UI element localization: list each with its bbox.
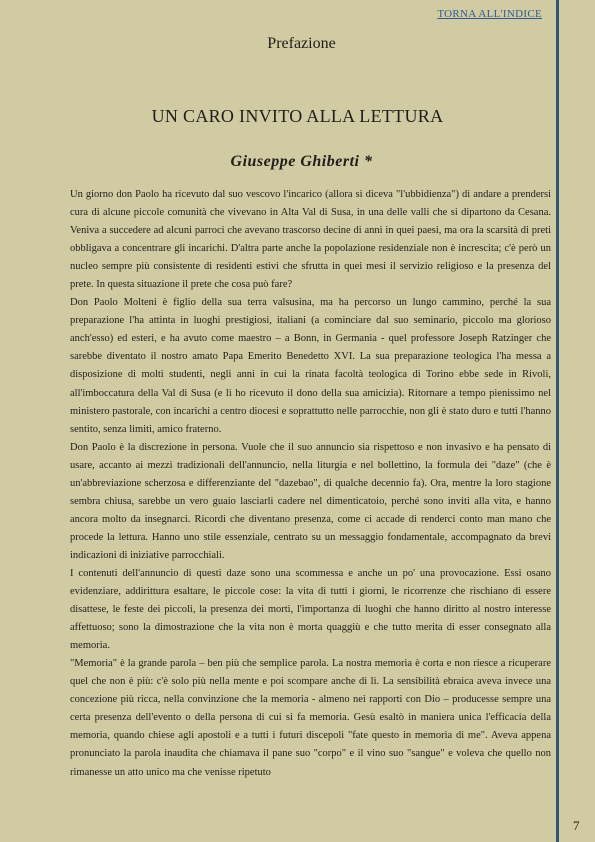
article-title: UN CARO INVITO ALLA LETTURA xyxy=(151,106,444,126)
page-number: 7 xyxy=(573,818,580,833)
section-heading: Prefazione xyxy=(267,35,336,52)
article-body xyxy=(70,186,551,782)
paragraph: Un giorno don Paolo ha ricevuto dal suo vescovo l'incarico (allora si diceva "l'ubbidienza") di andare a prendersi cura di alcune piccole comunità che vivevano in Alta Val di Susa, in una delle valli che si dipartono da Cesana. Veniva a succedere ad alcuni parroci che avevano trascorso decine di anni in quei paesi, ma ora la scarsità di preti obbligava a concentrare gli incarichi. D'altra parte anche la popolazione residenziale non è increscita; c'è però un nucleo sempre più consistente di residenti estivi che sfrutta in quei mesi il servizio religioso e la presenza del prete. In questa situazione il prete che cosa può fare? xyxy=(70,189,551,291)
back-to-index-link[interactable]: TORNA ALL'INDICE xyxy=(437,8,542,20)
paragraph: Don Paolo Molteni è figlio della sua terra valsusina, ma ha percorso un lungo cammino, perché la sua preparazione l'ha attinta in luoghi prestigiosi, italiani (a cominciare dal suo seminario, piccolo ma glorioso anch'esso) ed esteri, e ha avuto come maestro – a Bonn, in Germania - quel professore Joseph Ratzinger che sarebbe diventato il nostro amato Papa Emerito Benedetto XVI. La sua preparazione teologica l'ha messa a disposizione di molti studenti, negli anni in cui la rinata facoltà teologica di Torino ebbe sede in Rivoli, all'imboccatura della Val di Susa (e lì ho ricevuto il dono della sua amicizia). Ritornare a tempo pienissimo nel ministero pastorale, con incarichi a centro diocesi e soprattutto nelle parrocchie, non gli è stato duro e tutti l'hanno sentito, senza limiti, amico fraterno. xyxy=(70,297,551,435)
article-author: Giuseppe Ghiberti * xyxy=(230,153,373,170)
paragraph: "Memoria" è la grande parola – ben più che semplice parola. La nostra memoria è corta e non riesce a ricuperare quel che non è più: c'è solo più nella mente e poi scompare anche di lì. La sensibilità ebraica aveva invece una concezione più ricca, nella convinzione che la memoria - almeno nei rapporti con Dio – producesse sempre una certa presenza dell'evento o della persona di cui si fa memoria. Gesù esaltò in maniera unica l'efficacia della memoria, quando chiese agli apostoli e a tutti i futuri discepoli "fate questo in memoria di me". Aveva appena pronunciato la parola inaudita che chiamava il pane suo "corpo" e il vino suo "sangue" e voleva che quello non rimanesse un atto unico ma che venisse ripetuto xyxy=(70,658,551,778)
paragraph: Don Paolo è la discrezione in persona. Vuole che il suo annuncio sia rispettoso e non invasivo e ha pensato di usare, accanto ai mezzi tradizionali dell'annuncio, nella liturgia e nel bollettino, la formula dei "daze" (che è un'abbreviazione scherzosa e differenziante del "dazebao", di qualche decennio fa). Ora, mentre la loro stagione sembra chiusa, sarebbe un vero guaio lasciarli cadere nel dimenticatoio, perché sono inviti alla vita, e hanno ancora molto da insegnarci. Ricordi che diventano presenza, come ci accade di renderci conto man mano che procede la lettura. Hanno uno stile essenziale, centrato su un messaggio fondamentale, accompagnato da brevi indicazioni di iniziative parrocchiali. xyxy=(70,441,551,561)
paragraph: I contenuti dell'annuncio di questi daze sono una scommessa e anche un po' una provocazione. Essi osano evidenziare, addirittura esaltare, le piccole cose: la vita di tutti i giorni, le ricorrenze che rischiano di essere disattese, le feste dei piccoli, la presenza dei morti, l'importanza di luoghi che hanno diritto al nostro interesse affettuoso; sono la dimostrazione che la vita non è morta quaggiù e che tutto merita di esser consegnato alla memoria. xyxy=(70,567,551,652)
